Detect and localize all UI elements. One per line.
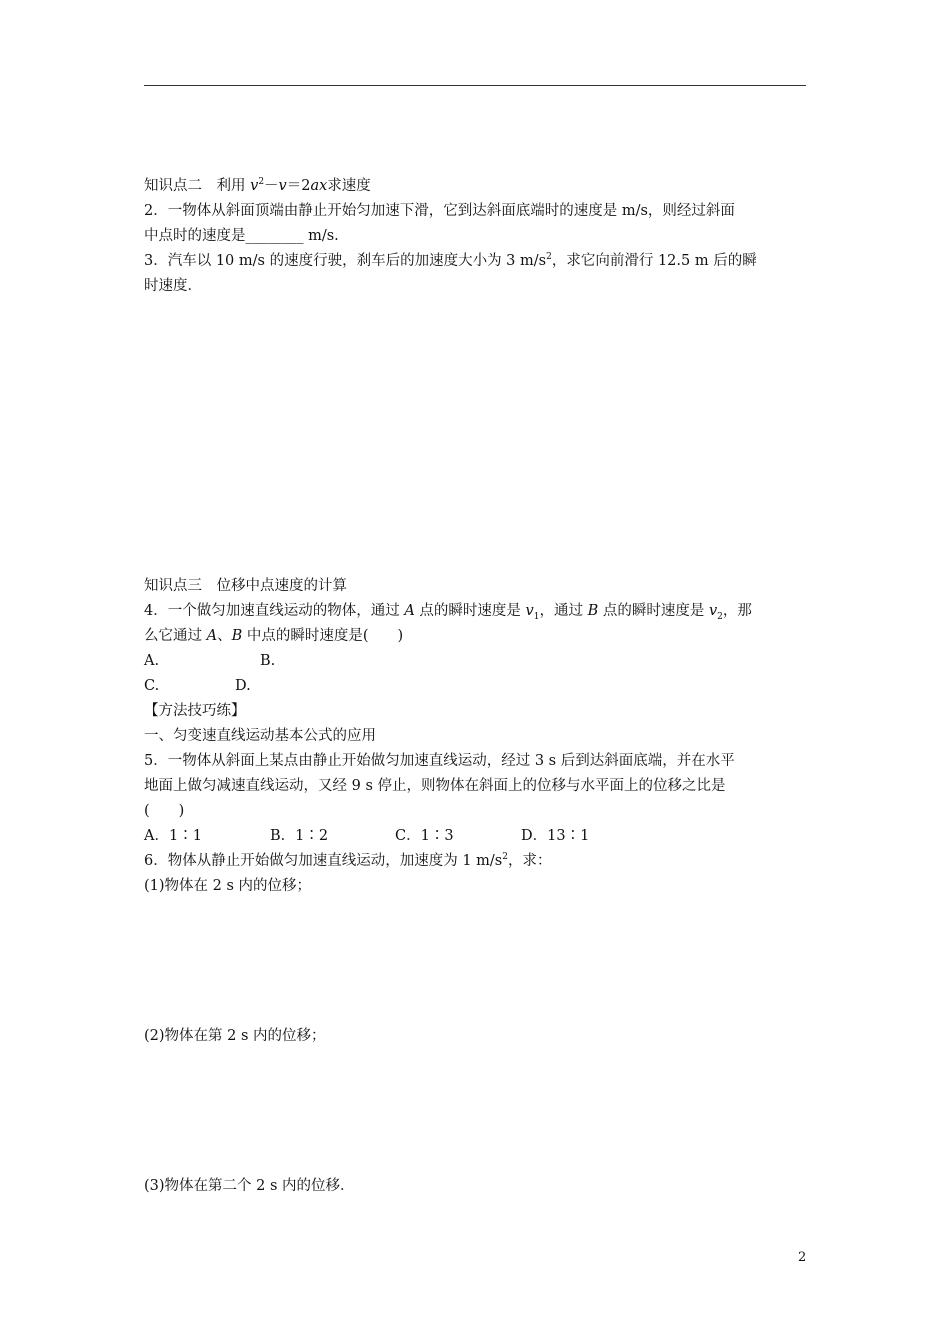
section3-heading: 知识点三 位移中点速度的计算 <box>144 578 347 594</box>
section2-heading: 知识点二 利用 $v^2-v=2ax$求速度 <box>144 177 371 194</box>
question-2-line2: 中点时的速度是________ m/s. <box>144 228 339 244</box>
question-6-part-2: (2)物体在第 2 s 内的位移； <box>144 1028 326 1044</box>
question-5-line2: 地面上做匀减速直线运动，又经 9 s 停止，则物体在斜面上的位移与水平面上的位移之比是 <box>144 778 726 794</box>
methods-subheading-1: 一、匀变速直线运动基本公式的应用 <box>144 728 376 744</box>
question-5-option-a: A．1∶1 <box>144 828 202 844</box>
question-4-line2: 么它通过 A、B 中点的瞬时速度是( ) <box>144 628 404 644</box>
question-4-option-d: D. <box>235 678 251 694</box>
question-3-line2: 时速度． <box>144 278 202 294</box>
question-5-option-d: D．13∶1 <box>521 828 590 844</box>
question-5-line1: 5．一物体从斜面上某点由静止开始做匀加速直线运动，经过 3 s 后到达斜面底端，并在水平 <box>144 753 735 769</box>
question-6-part-3: (3)物体在第二个 2 s 内的位移． <box>144 1178 355 1194</box>
question-5-option-b: B．1∶2 <box>270 828 329 844</box>
question-6-line1: 6．物体从静止开始做匀加速直线运动，加速度为 1 $m/s^2$，求： <box>144 852 552 869</box>
question-2-line1: 2．一物体从斜面顶端由静止开始匀加速下滑，它到达斜面底端时的速度是 m/s，则经过斜面 <box>144 203 735 219</box>
question-3-line1: 3．汽车以 10 m/s 的速度行驶，刹车后的加速度大小为 3 $m/s^2$，求它向前滑行 12.5 m 后的瞬 <box>144 252 757 269</box>
question-5-option-c: C．1∶3 <box>395 828 454 844</box>
question-4-option-a: A. <box>144 653 160 669</box>
page-number: 2 <box>798 1250 807 1265</box>
question-4-option-b: B. <box>260 653 276 669</box>
question-6-part-1: (1)物体在 2 s 内的位移； <box>144 878 312 894</box>
methods-title: 【方法技巧练】 <box>144 703 246 719</box>
question-5-line3: ( ) <box>144 803 185 819</box>
header-rule <box>144 85 806 86</box>
question-4-option-c: C. <box>144 678 160 694</box>
question-4-line1: 4．一个做匀加速直线运动的物体，通过 A 点的瞬时速度是 $v_1$，通过 B 点的瞬时速度是 $v_2$，那 <box>144 603 752 622</box>
